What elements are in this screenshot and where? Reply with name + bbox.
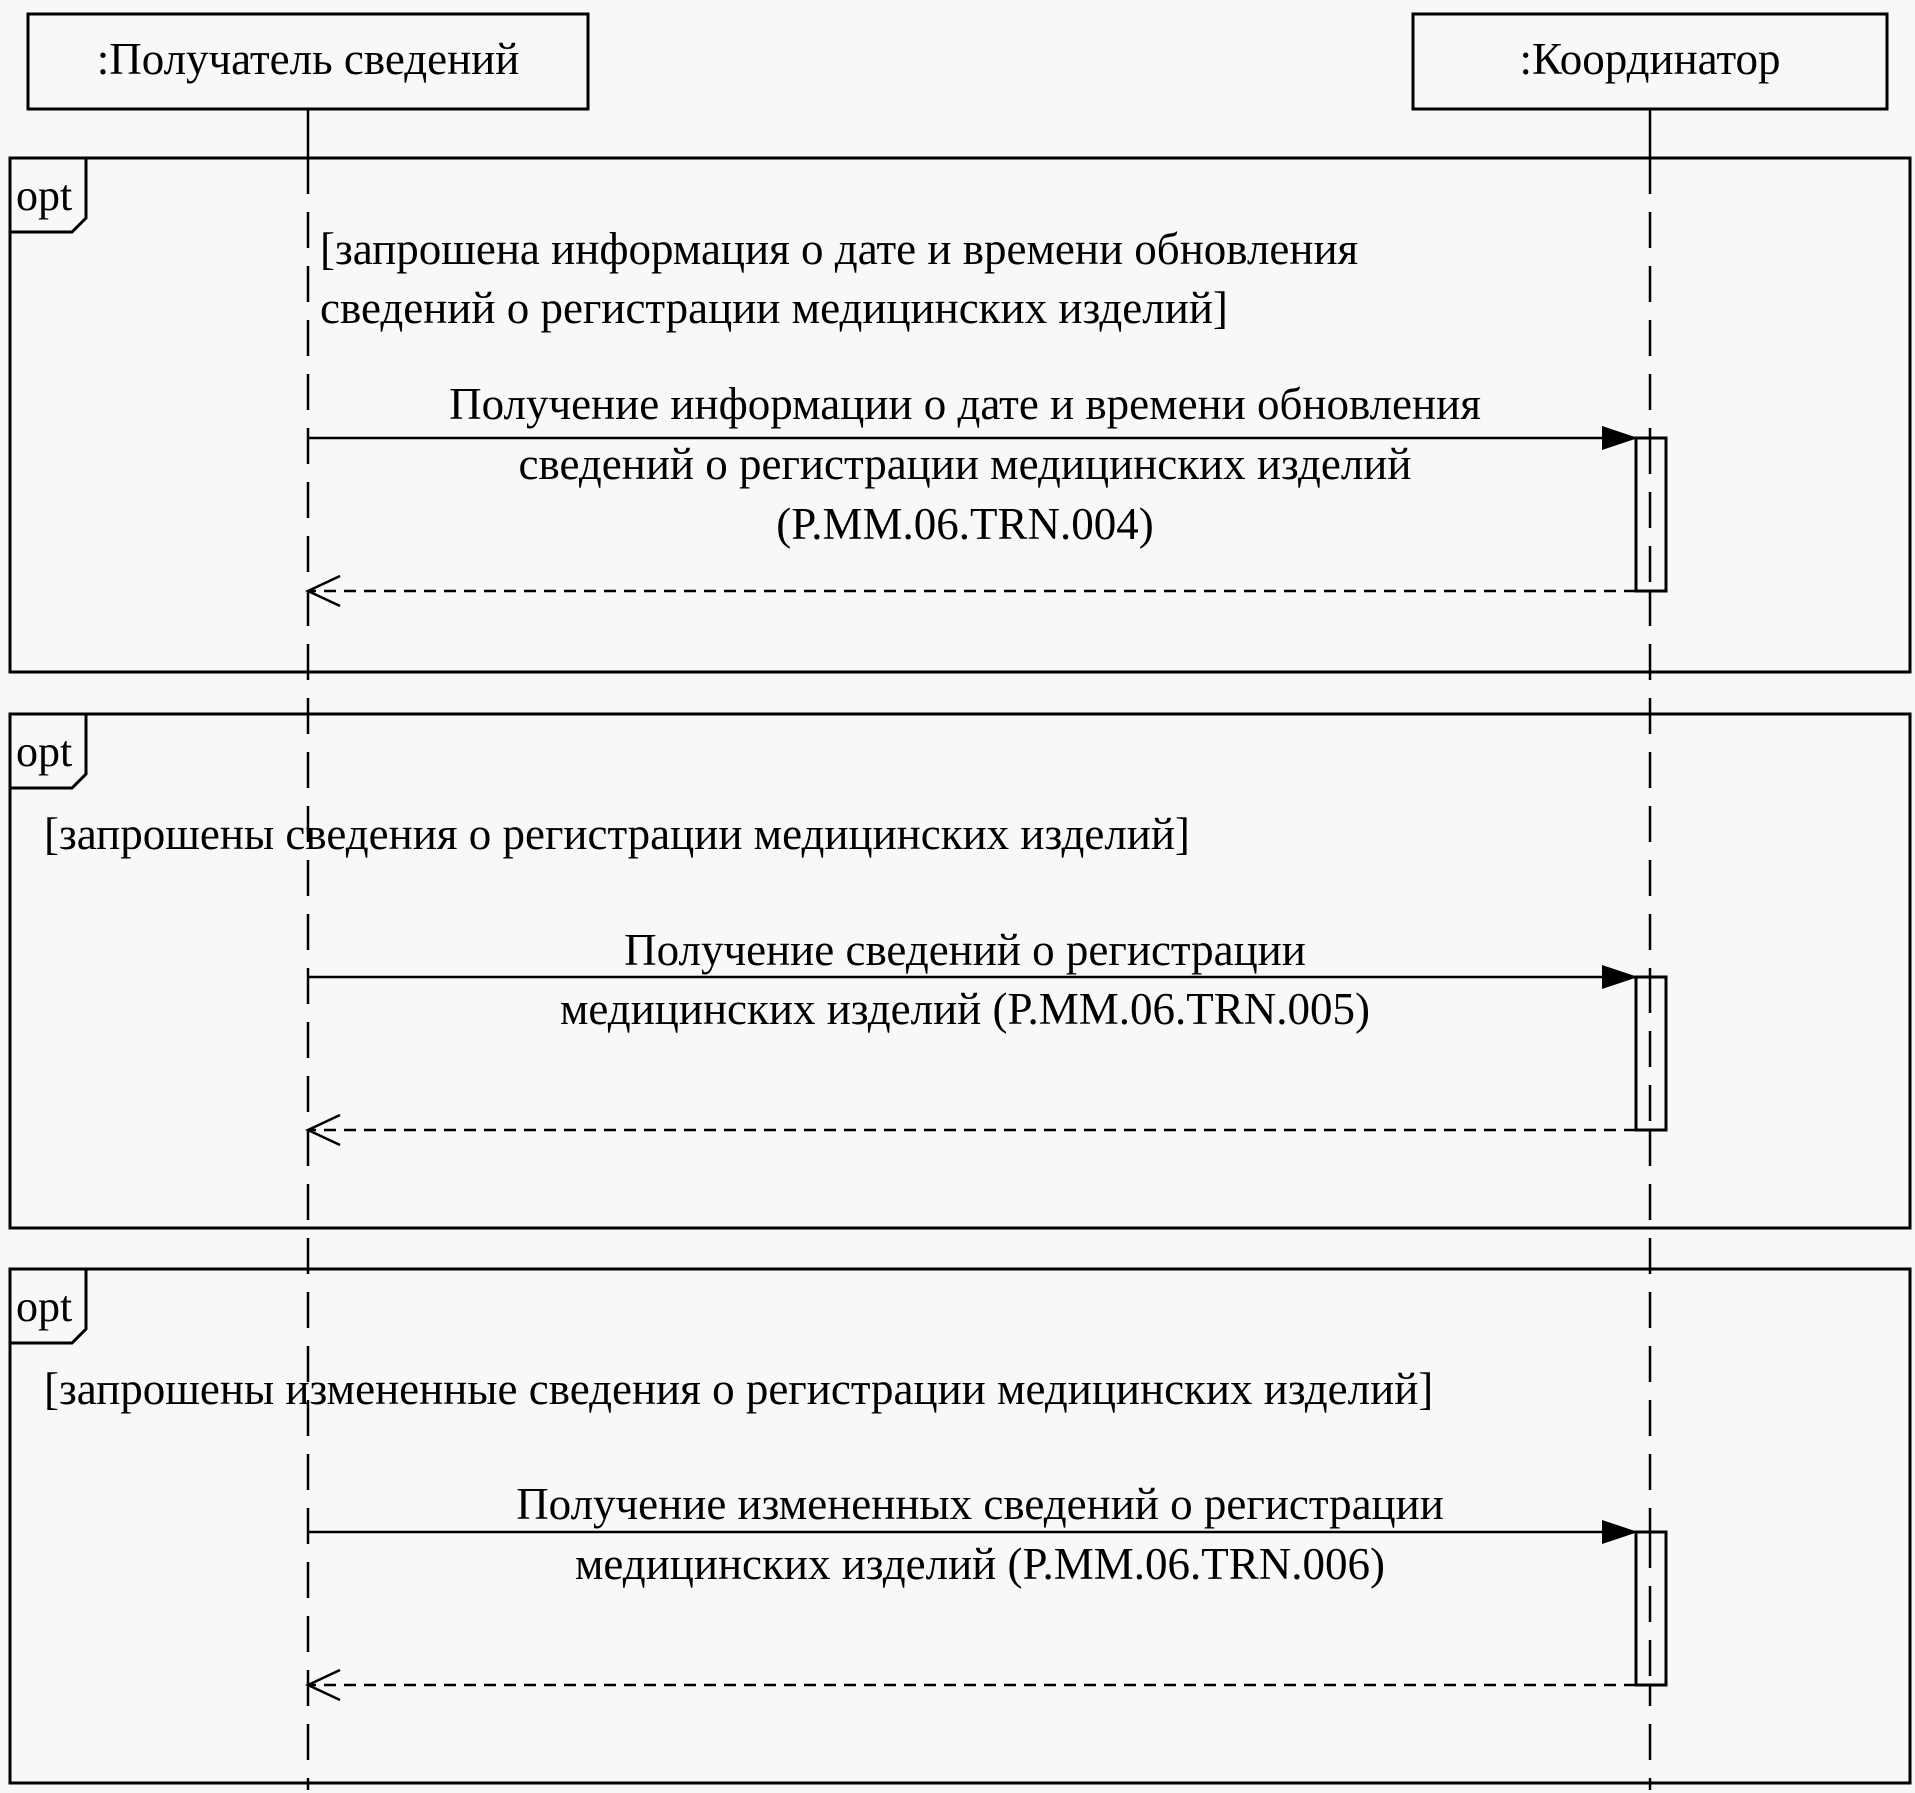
participant-coordinator [1413,14,1887,109]
message-2-label-line-1: Получение сведений о регистрации [624,925,1306,975]
opt-frame-1-guard-line-1: [запрошена информация о дате и времени обновления [320,224,1359,274]
opt-fragment-3 [10,1269,1666,1700]
opt-frame-1-operator: opt [16,171,73,220]
message-1-label-line-1: Получение информации о дате и времени обновления [449,379,1481,429]
message-1-label-line-3: (P.MM.06.TRN.004) [776,499,1154,549]
message-3-label-line-1: Получение измененных сведений о регистрации [516,1479,1444,1529]
opt-fragment-1 [10,158,1666,606]
opt-frame-3-guard-line-1: [запрошены измененные сведения о регистрации медицинских изделий] [44,1364,1434,1414]
opt-frame-3-operator: opt [16,1282,73,1331]
opt-frame-1-guard-line-2: сведений о регистрации медицинских изделий] [320,283,1228,333]
opt-frame-2-operator: opt [16,727,73,776]
participant-recipient-label: :Получатель сведений [96,34,520,84]
message-1-label-line-2: сведений о регистрации медицинских изделий [518,439,1412,489]
opt-fragment-2 [10,714,1666,1145]
participant-coordinator-label: :Координатор [1519,34,1781,84]
opt-frame-2-guard-line-1: [запрошены сведения о регистрации медицинских изделий] [44,809,1190,859]
participant-recipient [28,14,588,109]
message-2-label-line-2: медицинских изделий (P.MM.06.TRN.005) [559,984,1371,1034]
message-3-label-line-2: медицинских изделий (P.MM.06.TRN.006) [574,1539,1386,1589]
